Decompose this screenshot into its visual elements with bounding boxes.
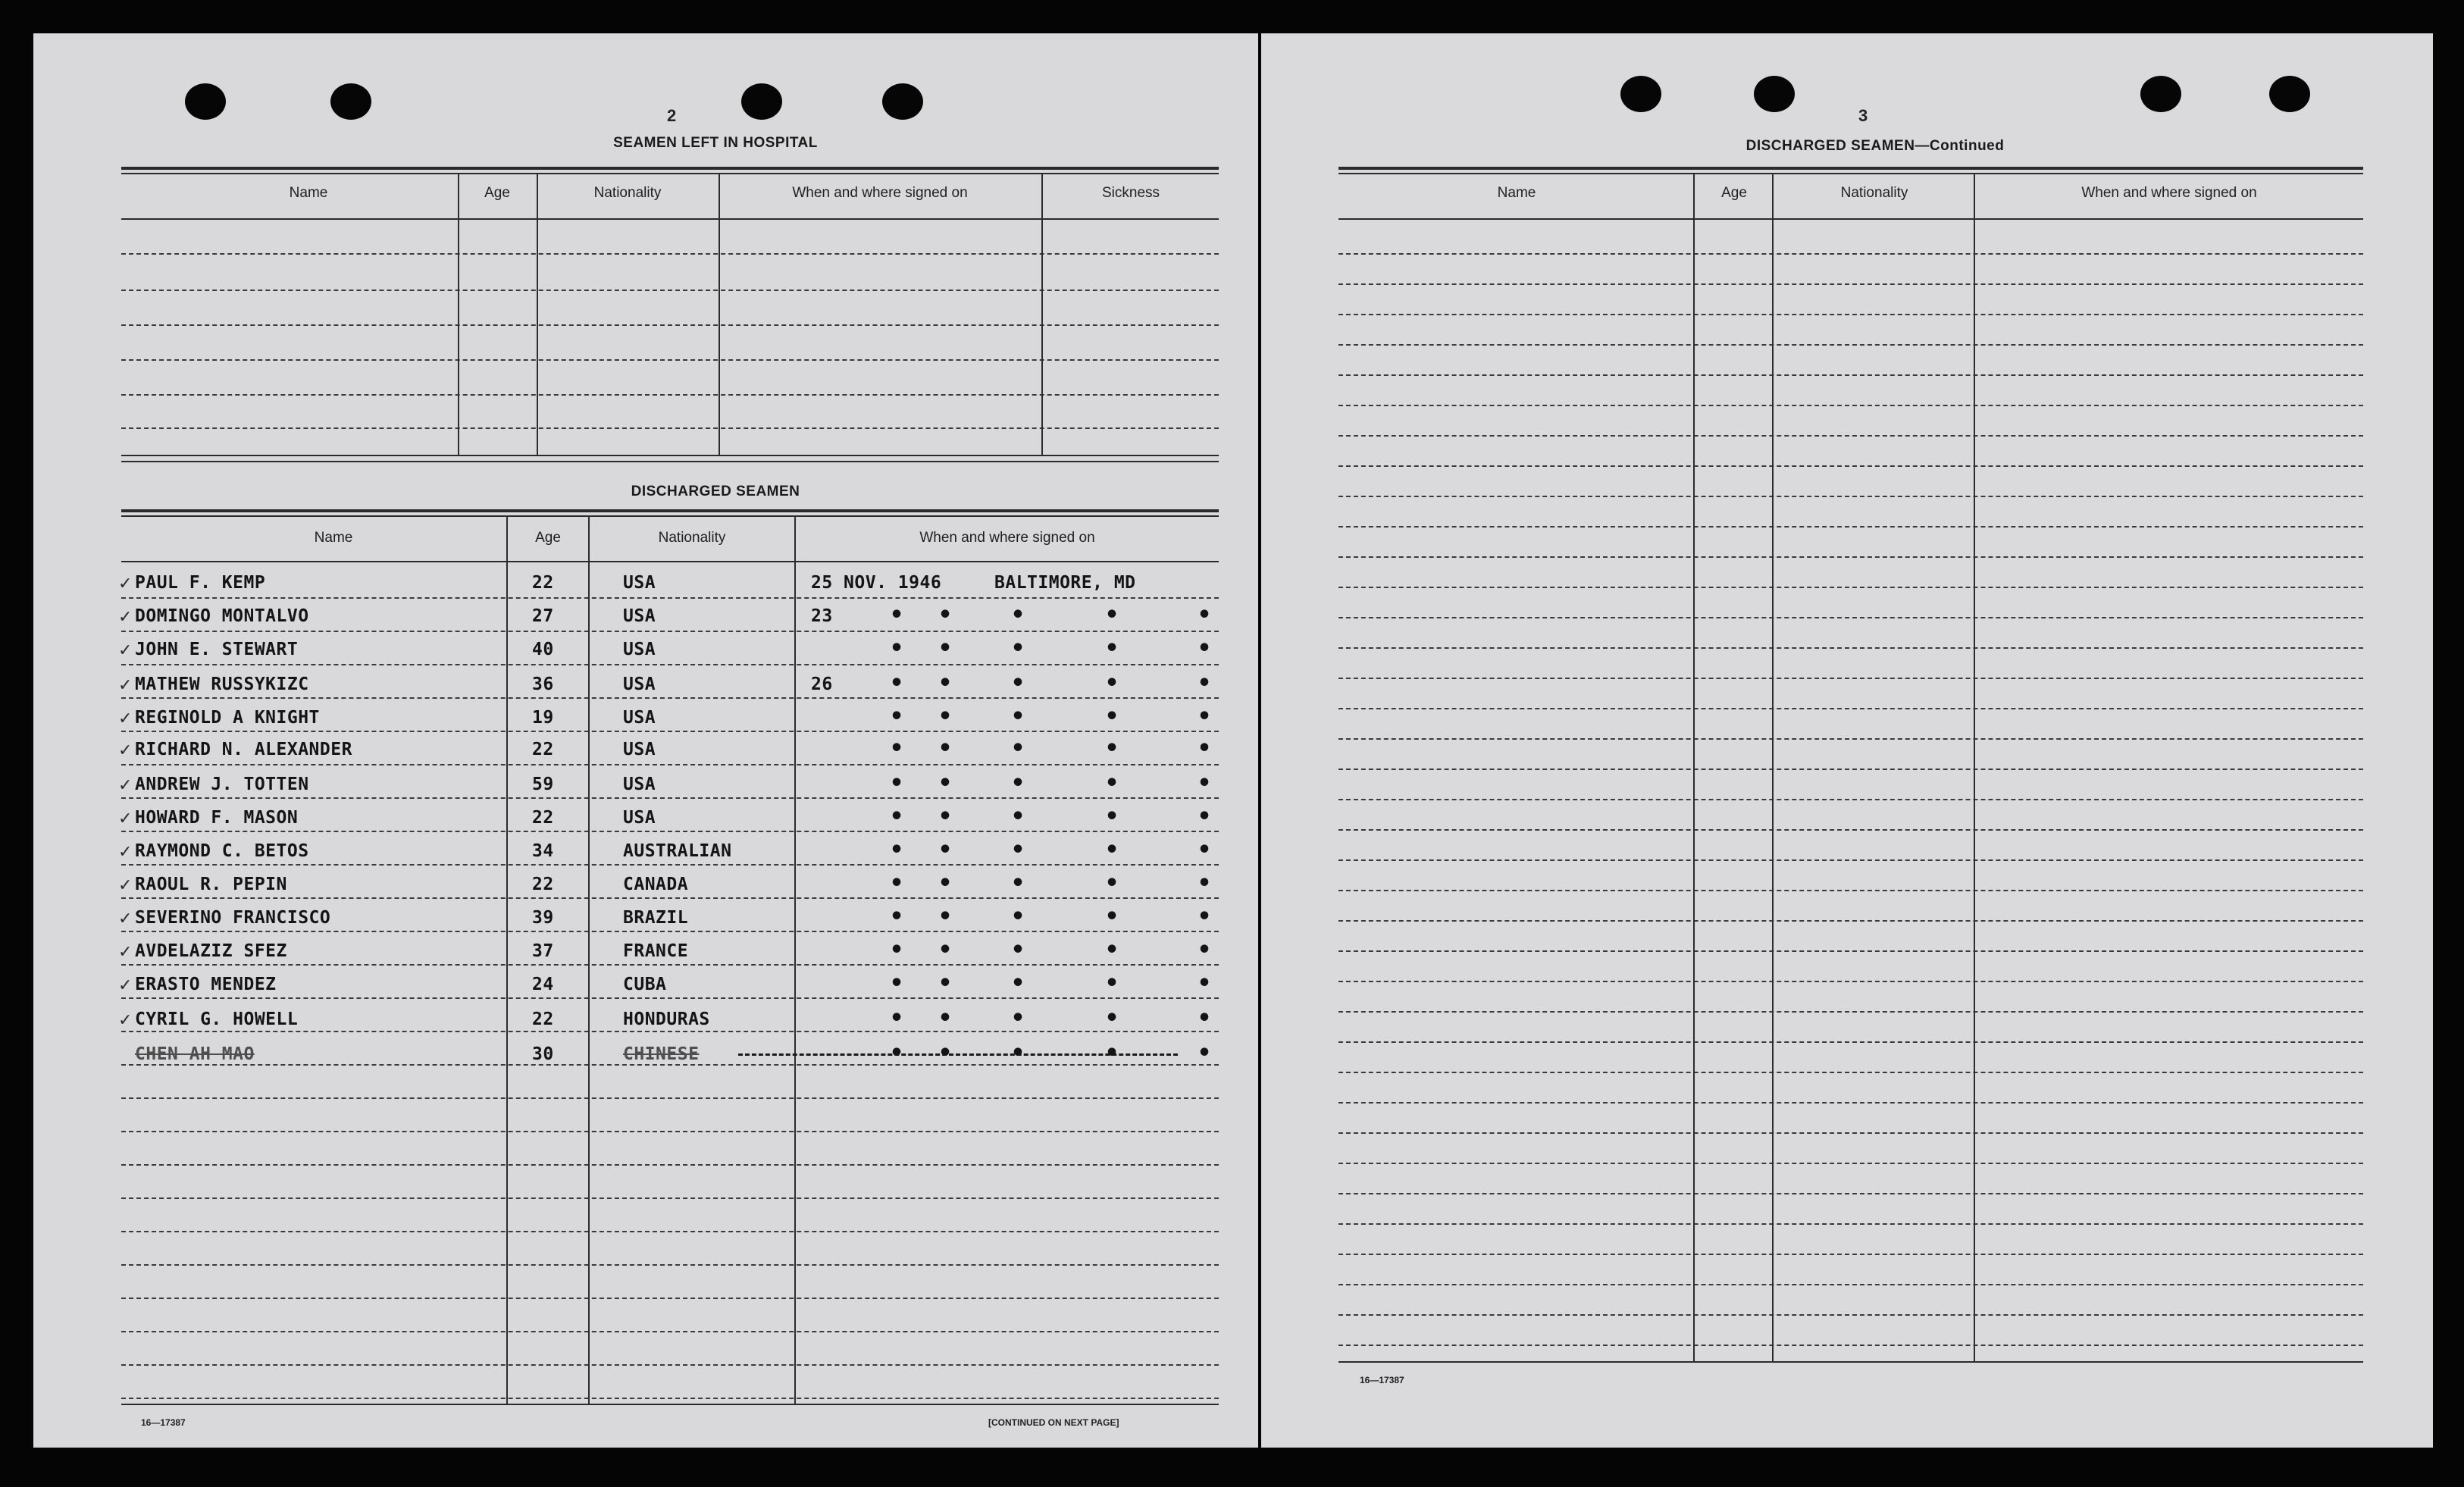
row-rule (121, 797, 1219, 799)
row-rule (121, 1197, 1219, 1199)
check-mark: ✓ (118, 574, 133, 593)
punch-hole (1620, 76, 1661, 112)
col-signed-on: When and where signed on (2081, 185, 2257, 201)
ditto-mark: • (938, 635, 953, 662)
row-rule (1338, 1284, 2363, 1285)
ditto-mark: • (1198, 870, 1212, 897)
seaman-age: 37 (532, 941, 554, 961)
ditto-mark: • (890, 937, 904, 963)
section-title: DISCHARGED SEAMEN—Continued (1745, 138, 2005, 154)
row-rule (1338, 253, 2363, 255)
col-nationality: Nationality (1840, 185, 1908, 201)
seaman-name: AVDELAZIZ SFEZ (135, 941, 287, 961)
row-rule (1338, 859, 2363, 861)
ditto-mark: • (1198, 670, 1212, 697)
row-rule (121, 1331, 1219, 1332)
seaman-age: 24 (532, 975, 554, 994)
row-rule (1338, 374, 2363, 376)
seaman-name: DOMINGO MONTALVO (135, 606, 309, 626)
ditto-mark: • (1105, 635, 1119, 662)
row-rule (121, 1097, 1219, 1099)
left-page (33, 33, 1258, 1448)
row-rule (1338, 556, 2363, 558)
ditto-mark: • (890, 670, 904, 697)
row-rule (1338, 314, 2363, 315)
seaman-nationality: USA (623, 606, 656, 626)
ditto-mark: • (938, 703, 953, 730)
right-page (1261, 33, 2433, 1448)
seaman-name: MATHEW RUSSYKIZC (135, 675, 309, 694)
ditto-mark: • (1105, 937, 1119, 963)
row-rule (121, 764, 1219, 765)
ditto-mark: • (938, 1040, 953, 1066)
check-mark: ✓ (118, 709, 133, 728)
first-signed-on-date: 25 NOV. 1946 (811, 573, 942, 593)
ditto-mark: • (890, 1005, 904, 1032)
seaman-name: RAYMOND C. BETOS (135, 841, 309, 861)
check-mark: ✓ (118, 943, 133, 962)
ditto-mark: • (1105, 803, 1119, 830)
col-name: Name (314, 530, 353, 546)
seaman-nationality: AUSTRALIAN (623, 841, 732, 861)
row-rule (1338, 1132, 2363, 1134)
row-rule (1338, 799, 2363, 800)
check-mark: ✓ (118, 809, 133, 828)
punch-hole (741, 83, 782, 120)
check-mark: ✓ (118, 976, 133, 995)
seaman-age: 22 (532, 740, 554, 759)
seaman-nationality: FRANCE (623, 941, 689, 961)
seaman-name: RICHARD N. ALEXANDER (135, 740, 352, 759)
row-rule (1338, 1254, 2363, 1255)
ditto-mark: • (938, 770, 953, 797)
check-mark: ✓ (118, 843, 133, 862)
page-number: 2 (667, 106, 677, 125)
ditto-mark: • (1011, 635, 1025, 662)
ditto-mark: • (1198, 970, 1212, 997)
seaman-name: RAOUL R. PEPIN (135, 875, 287, 894)
row-rule (121, 631, 1219, 632)
row-rule (1338, 890, 2363, 891)
row-rule (1338, 1193, 2363, 1194)
row-rule (1338, 465, 2363, 467)
seaman-nationality: BRAZIL (623, 908, 689, 928)
row-rule (121, 931, 1219, 932)
ditto-mark: • (938, 903, 953, 930)
ditto-mark: • (890, 635, 904, 662)
ditto-mark: • (1105, 837, 1119, 863)
ditto-mark: • (1198, 1005, 1212, 1032)
ditto-mark: • (1011, 703, 1025, 730)
row-rule (121, 864, 1219, 866)
check-mark: ✓ (118, 1011, 133, 1030)
ditto-mark: • (1105, 1005, 1119, 1032)
ditto-mark: • (1105, 903, 1119, 930)
row-rule (121, 1064, 1219, 1066)
ditto-mark: • (890, 870, 904, 897)
seaman-nationality: USA (623, 708, 656, 728)
seaman-age: 40 (532, 640, 554, 659)
ditto-mark: • (1198, 937, 1212, 963)
row-rule (121, 697, 1219, 699)
row-rule (1338, 1041, 2363, 1043)
row-rule (1338, 1314, 2363, 1316)
ditto-mark: • (1198, 903, 1212, 930)
row-rule (121, 1364, 1219, 1366)
discharged-section-title: DISCHARGED SEAMEN (631, 484, 800, 499)
row-rule (1338, 617, 2363, 618)
seaman-age: 39 (532, 908, 554, 928)
ditto-mark: • (1198, 635, 1212, 662)
continued-note: [CONTINUED ON NEXT PAGE] (988, 1417, 1119, 1428)
row-rule (1338, 526, 2363, 527)
row-rule (121, 831, 1219, 832)
check-mark: ✓ (118, 641, 133, 660)
ditto-mark: • (1011, 1005, 1025, 1032)
row-rule (1338, 1223, 2363, 1225)
seaman-age: 22 (532, 1010, 554, 1029)
punch-hole (185, 83, 226, 120)
seaman-name: ERASTO MENDEZ (135, 975, 277, 994)
page-number: 3 (1858, 106, 1868, 125)
ditto-mark: • (890, 903, 904, 930)
row-rule (1338, 1345, 2363, 1346)
seaman-name: ANDREW J. TOTTEN (135, 775, 309, 794)
row-rule (1338, 950, 2363, 952)
seaman-age: 34 (532, 841, 554, 861)
ditto-mark: • (1105, 1040, 1119, 1066)
ditto-mark: • (1105, 602, 1119, 628)
ditto-mark: • (890, 770, 904, 797)
ditto-mark: • (890, 735, 904, 762)
seaman-age: 22 (532, 808, 554, 828)
seaman-age: 36 (532, 675, 554, 694)
ditto-mark: • (1198, 837, 1212, 863)
row-rule (1338, 405, 2363, 406)
ditto-mark: • (1198, 803, 1212, 830)
seaman-name: HOWARD F. MASON (135, 808, 299, 828)
seaman-name: PAUL F. KEMP (135, 573, 266, 593)
row-rule (1338, 920, 2363, 922)
row-rule (1338, 1102, 2363, 1104)
seaman-name: CHEN AH MAO (135, 1044, 255, 1064)
seaman-age: 27 (532, 606, 554, 626)
ditto-mark: • (1011, 937, 1025, 963)
ditto-mark: • (1198, 770, 1212, 797)
ditto-mark: • (1011, 803, 1025, 830)
check-mark: ✓ (118, 776, 133, 795)
seaman-name: CYRIL G. HOWELL (135, 1010, 299, 1029)
row-rule (121, 1164, 1219, 1166)
seaman-name: JOHN E. STEWART (135, 640, 299, 659)
ditto-mark: • (1105, 870, 1119, 897)
form-number: 16—17387 (1360, 1375, 1404, 1385)
check-mark: ✓ (118, 676, 133, 695)
col-nationality: Nationality (593, 185, 662, 201)
row-rule (121, 597, 1219, 599)
first-signed-on-place: BALTIMORE, MD (994, 573, 1136, 593)
row-rule (1338, 769, 2363, 770)
check-mark: ✓ (118, 909, 133, 928)
seaman-nationality: HONDURAS (623, 1010, 710, 1029)
ditto-mark: • (1105, 670, 1119, 697)
form-number: 16—17387 (141, 1417, 186, 1428)
ditto-mark: • (938, 937, 953, 963)
ditto-mark: • (938, 602, 953, 628)
col-age: Age (1721, 185, 1747, 201)
row-rule (121, 1298, 1219, 1299)
ditto-mark: • (938, 670, 953, 697)
seaman-nationality: USA (623, 740, 656, 759)
row-rule (1338, 678, 2363, 679)
row-rule (1338, 496, 2363, 497)
row-rule (121, 1398, 1219, 1399)
col-nationality: Nationality (658, 530, 726, 546)
ditto-mark: • (1198, 735, 1212, 762)
hospital-section-title: SEAMEN LEFT IN HOSPITAL (613, 135, 818, 151)
punch-hole (882, 83, 923, 120)
ditto-mark: • (1011, 870, 1025, 897)
ditto-mark: • (938, 735, 953, 762)
signed-on-day: 23 (811, 606, 833, 626)
row-rule (1338, 435, 2363, 437)
row-rule (1338, 981, 2363, 982)
ditto-mark: • (1011, 970, 1025, 997)
seaman-nationality: CHINESE (623, 1044, 700, 1064)
check-mark: ✓ (118, 608, 133, 627)
row-rule (121, 1231, 1219, 1232)
signed-on-day: 26 (811, 675, 833, 694)
row-rule (1338, 829, 2363, 831)
check-mark: ✓ (118, 741, 133, 760)
ditto-mark: • (1011, 1040, 1025, 1066)
ditto-mark: • (1105, 770, 1119, 797)
seaman-nationality: CUBA (623, 975, 667, 994)
ditto-mark: • (890, 970, 904, 997)
row-rule (1338, 344, 2363, 346)
check-mark: ✓ (118, 876, 133, 895)
ditto-mark: • (890, 602, 904, 628)
seaman-nationality: CANADA (623, 875, 689, 894)
col-sickness: Sickness (1101, 185, 1160, 201)
row-rule (121, 1031, 1219, 1032)
row-rule (1338, 1011, 2363, 1013)
ditto-mark: • (890, 803, 904, 830)
ditto-mark: • (1011, 837, 1025, 863)
seaman-nationality: USA (623, 640, 656, 659)
seaman-age: 59 (532, 775, 554, 794)
seaman-nationality: USA (623, 775, 656, 794)
ditto-mark: • (890, 1040, 904, 1066)
ditto-mark: • (890, 837, 904, 863)
seaman-nationality: USA (623, 808, 656, 828)
col-name: Name (289, 185, 328, 201)
ditto-mark: • (938, 1005, 953, 1032)
row-rule (1338, 283, 2363, 285)
ditto-mark: • (1198, 1040, 1212, 1066)
row-rule (1338, 738, 2363, 740)
seaman-age: 22 (532, 875, 554, 894)
col-name: Name (1497, 185, 1536, 201)
ditto-mark: • (938, 970, 953, 997)
ditto-mark: • (1105, 970, 1119, 997)
seaman-nationality: USA (623, 573, 656, 593)
ditto-mark: • (1011, 735, 1025, 762)
row-rule (121, 731, 1219, 732)
seaman-name: REGINOLD A KNIGHT (135, 708, 320, 728)
seaman-nationality: USA (623, 675, 656, 694)
col-signed-on: When and where signed on (792, 185, 968, 201)
row-rule (1338, 1072, 2363, 1073)
ditto-mark: • (1011, 602, 1025, 628)
row-rule (121, 964, 1219, 966)
col-signed-on: When and where signed on (919, 530, 1095, 546)
ditto-mark: • (1011, 670, 1025, 697)
ditto-mark: • (938, 803, 953, 830)
col-age: Age (484, 185, 510, 201)
ditto-mark: • (1011, 903, 1025, 930)
row-rule (121, 897, 1219, 899)
seaman-age: 22 (532, 573, 554, 593)
punch-hole (330, 83, 371, 120)
row-rule (121, 997, 1219, 999)
row-rule (1338, 708, 2363, 709)
ditto-mark: • (890, 703, 904, 730)
col-age: Age (535, 530, 561, 546)
ditto-mark: • (1105, 735, 1119, 762)
seaman-age: 30 (532, 1044, 554, 1064)
ditto-mark: • (1198, 703, 1212, 730)
row-rule (1338, 1163, 2363, 1164)
row-rule (121, 1264, 1219, 1266)
seaman-age: 19 (532, 708, 554, 728)
ditto-mark: • (1105, 703, 1119, 730)
ditto-mark: • (1198, 602, 1212, 628)
punch-hole (2269, 76, 2310, 112)
row-rule (1338, 587, 2363, 588)
row-rule (121, 1131, 1219, 1132)
ditto-mark: • (1011, 770, 1025, 797)
ditto-mark: • (938, 837, 953, 863)
punch-hole (1754, 76, 1795, 112)
row-rule (121, 664, 1219, 665)
seaman-name: SEVERINO FRANCISCO (135, 908, 331, 928)
punch-hole (2140, 76, 2181, 112)
ditto-mark: • (938, 870, 953, 897)
row-rule (1338, 647, 2363, 649)
